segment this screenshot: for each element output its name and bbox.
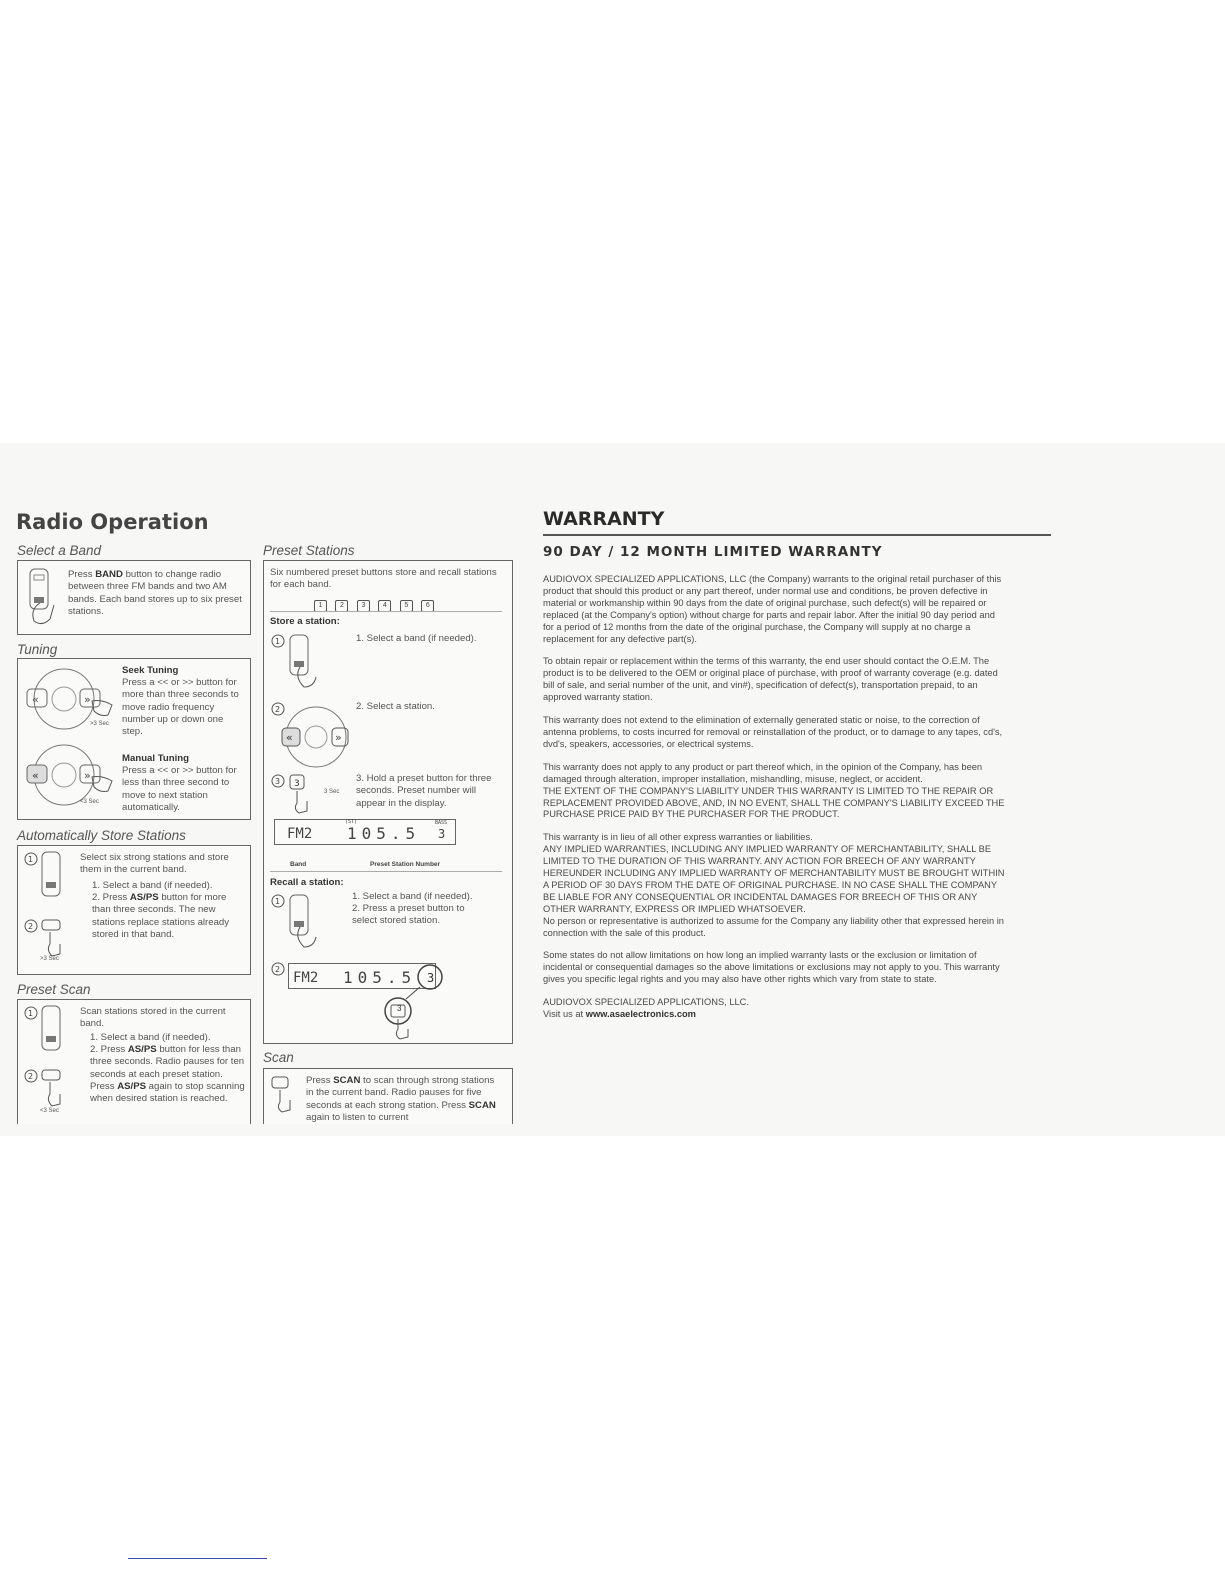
display-frequency: 105.5	[347, 824, 421, 843]
store-heading: Store a station:	[270, 616, 340, 627]
website-link[interactable]: www.asaelectronics.com	[585, 1009, 696, 1020]
scan-button-hand-icon	[270, 1075, 300, 1120]
store-step2-dpad-icon	[270, 701, 350, 781]
svg-text:»: »	[84, 693, 91, 706]
warranty-section	[543, 508, 1051, 1032]
preset-scan-heading: Preset Scan	[17, 982, 91, 997]
warranty-paragraph-3: This warranty does not extend to the elimination of externally generated static or noise, to the correction of antenna problems, to costs incurred for removal or reinstallation of the product, or to damage to any tapes, cd's, dvd's, speakers, accessories, or electrical systems.	[543, 715, 1003, 749]
recall-preset-circle-icon	[384, 961, 444, 1041]
svg-text:3: 3	[427, 971, 435, 985]
preset-scan-remote-icon	[22, 1004, 72, 1124]
band-remote-hand-icon	[24, 567, 64, 629]
display-bass-indicator: BASS	[435, 820, 448, 826]
display-st-indicator: (ST)	[345, 819, 358, 825]
store-display	[274, 819, 456, 845]
recall-step1-remote-icon	[270, 893, 330, 959]
preset-button-3: 3	[357, 600, 370, 612]
store-step1: 1. Select a band (if needed).	[356, 633, 477, 644]
preset-scan-time-label: <3 Sec	[40, 1108, 59, 1114]
manual-time-label: <3 Sec	[80, 799, 99, 805]
tuning-box	[17, 658, 251, 820]
manual-tuning-text: Press a << or >> button for less than three second to move to next station automatically.	[122, 765, 237, 813]
scan-heading: Scan	[263, 1050, 294, 1065]
warranty-paragraph-1: AUDIOVOX SPECIALIZED APPLICATIONS, LLC (the Company) warrants to the original retail purchaser of this product that should this product or any part thereof, under normal use and conditions, be proven defective in material or workmanship within 90 days from the date of original purchase, such defect(s) will be repaired or replaced (at the Company's option) without charge for parts and repair labor. After the initial 90 day period and for a period of 12 months from the date of the original purchase, the Company will supply at no charge a replacement for any defective part(s).	[543, 574, 1002, 644]
footer-underline	[128, 1558, 267, 1559]
preset-intro: Six numbered preset buttons store and recall stations for each band.	[270, 567, 497, 591]
preset-button-6: 6	[421, 600, 434, 612]
manual-tuning-title: Manual Tuning	[122, 753, 189, 764]
auto-store-remote-icon	[22, 850, 72, 970]
svg-text:1: 1	[28, 1009, 34, 1018]
svg-text:«: «	[32, 769, 39, 782]
preset-scan-box	[17, 999, 251, 1124]
store-divider	[270, 611, 502, 612]
preset-stations-box	[263, 560, 513, 1044]
warranty-paragraph-2: To obtain repair or replacement within the terms of this warranty, the end user should contact the O.E.M. The product is to be delivered to the OEM or original place of purchase, with proof of warranty coverage (e.g. dated bill of sale, and serial number of the unit, and vin#), specification of defect(s), transportation prepaid, to an approved warranty station.	[543, 656, 998, 703]
warranty-implied-clause: ANY IMPLIED WARRANTIES, INCLUDING ANY IMPLIED WARRANTY OF MERCHANTABILITY, SHALL BE LIMITED TO THE DURATION OF THIS WARRANTY. ANY ACTION FOR BREECH OF ANY WARRANTY HEREUNDER INCLUDING ANY IMPLIED WARRANTY OF MERCHANTABILITY MUST BE BROUGHT WITHIN A PERIOD OF 30 DAYS FROM THE DATE OF ORIGINAL PURCHASE. IN NO CASE SHALL THE COMPANY BE LIABLE FOR ANY CONSEQUENTIAL OR INCIDENTAL DAMAGES FOR BREECH OF THIS OR ANY OTHER WARRANTY, EXPRESS OR IMPLIED WHATSOEVER.	[543, 844, 1005, 914]
svg-text:«: «	[32, 693, 39, 706]
select-band-text: Press BAND button to change radio between three FM bands and two AM bands. Each band stores up to six preset stations.	[68, 569, 242, 617]
svg-text:2: 2	[28, 922, 34, 931]
page-title: Radio Operation	[16, 510, 209, 534]
preset-button-2: 2	[335, 600, 348, 612]
recall-display-band: FM2	[293, 970, 319, 986]
svg-text:2: 2	[275, 965, 281, 974]
svg-text:»: »	[84, 769, 91, 782]
warranty-subtitle: 90 DAY / 12 MONTH LIMITED WARRANTY	[543, 544, 883, 560]
svg-text:2: 2	[275, 705, 281, 714]
warranty-company: AUDIOVOX SPECIALIZED APPLICATIONS, LLC.	[543, 997, 749, 1008]
svg-text:3: 3	[275, 777, 281, 786]
recall-step2: 2. Press a preset button to select stored station.	[352, 903, 465, 927]
preset-button-4: 4	[378, 600, 391, 612]
left-column	[16, 510, 256, 534]
auto-store-step2: 2. Press AS/PS button for more than three seconds. The new stations replace stations already stored in that band.	[92, 892, 230, 940]
warranty-body	[543, 574, 1008, 1021]
preset-button-1: 1	[314, 600, 327, 612]
display-preset-number: 3	[438, 827, 446, 841]
warranty-title-rule	[543, 534, 1051, 536]
seek-tuning-text: Press a << or >> button for more than three seconds to move radio frequency number up or down one step.	[122, 677, 239, 738]
warranty-paragraph-4: This warranty does not apply to any product or part thereof which, in the opinion of the Company, has been damaged through alteration, improper installation, mishandling, misuse, neglect, or accident.	[543, 761, 983, 784]
store-step3-button-icon	[270, 773, 320, 823]
preset-scan-intro: Scan stations stored in the current band.	[80, 1006, 226, 1030]
auto-store-box	[17, 845, 251, 975]
warranty-visit-line: Visit us at www.asaelectronics.com	[543, 1009, 696, 1020]
preset-stations-heading: Preset Stations	[263, 543, 355, 558]
auto-store-intro: Select six strong stations and store them in the current band.	[80, 852, 229, 876]
recall-button-label: 3	[397, 1004, 402, 1013]
warranty-representative-clause: No person or representative is authorized to assume for the Company any liability other that expressed herein in connection with the sale of this product.	[543, 915, 1004, 938]
preset-buttons-row	[314, 594, 438, 612]
band-label: Band	[290, 861, 307, 868]
preset-button-5: 5	[400, 600, 413, 612]
scan-box	[263, 1068, 513, 1124]
svg-text:«: «	[286, 731, 293, 744]
seek-time-label: >3 Sec	[90, 721, 109, 727]
select-band-box	[17, 560, 251, 635]
svg-text:1: 1	[28, 855, 34, 864]
preset-scan-step2: 2. Press AS/PS button for less than three seconds. Radio pauses for ten seconds at each preset station. Press AS/PS again to stop scanning when desired station is reached.	[90, 1044, 245, 1105]
svg-text:2: 2	[28, 1072, 34, 1081]
recall-display-frequency: 105.5	[343, 968, 417, 987]
tuning-heading: Tuning	[17, 642, 58, 657]
manual-dpad-icon	[22, 739, 117, 814]
auto-store-heading: Automatically Store Stations	[17, 828, 186, 843]
preset-scan-step1: 1. Select a band (if needed).	[90, 1032, 211, 1043]
seek-tuning-title: Seek Tuning	[122, 665, 179, 676]
warranty-title: WARRANTY	[543, 508, 665, 530]
svg-text:1: 1	[275, 637, 281, 646]
svg-text:1: 1	[275, 897, 281, 906]
warranty-paragraph-5: This warranty is in lieu of all other express warranties or liabilities.	[543, 832, 813, 843]
scan-text: Press SCAN to scan through strong stations in the current band. Radio pauses for five seconds at each strong station. Press SCAN again to listen to current	[306, 1075, 496, 1123]
store-step2: 2. Select a station.	[356, 701, 435, 712]
recall-step2-number-icon	[270, 961, 286, 977]
auto-store-step1: 1. Select a band (if needed).	[92, 880, 213, 891]
auto-store-time-label: >3 Sec	[40, 956, 59, 962]
svg-text:»: »	[335, 731, 342, 744]
store-step1-remote-icon	[270, 633, 330, 695]
recall-heading: Recall a station:	[270, 877, 344, 888]
warranty-paragraph-6: Some states do not allow limitations on how long an implied warranty lasts or the exclusion or limitation of incidental or consequential damages so the above limitations or exclusions may not apply to you. This warranty gives you specific legal rights and you may also have other rights which vary from state to state.	[543, 950, 1000, 985]
recall-step1: 1. Select a band (if needed).	[352, 891, 473, 902]
display-band: FM2	[287, 826, 313, 842]
svg-text:3: 3	[294, 779, 300, 789]
store-time-label: 3 Sec	[324, 789, 340, 795]
preset-number-label: Preset Station Number	[370, 861, 441, 868]
select-band-heading: Select a Band	[17, 543, 102, 558]
warranty-liability-clause: THE EXTENT OF THE COMPANY'S LIABILITY UNDER THIS WARRANTY IS LIMITED TO THE REPAIR OR REPLACEMENT PROVIDED ABOVE, AND, IN NO EVENT, SHALL THE COMPANY'S LIABILITY EXCEED THE PURCHASE PRICE PAID BY THE PURCHASER FOR THE PRODUCT.	[543, 785, 1005, 820]
store-step3: 3. Hold a preset button for three seconds. Preset number will appear in the display.	[356, 773, 492, 809]
recall-divider	[270, 871, 502, 872]
